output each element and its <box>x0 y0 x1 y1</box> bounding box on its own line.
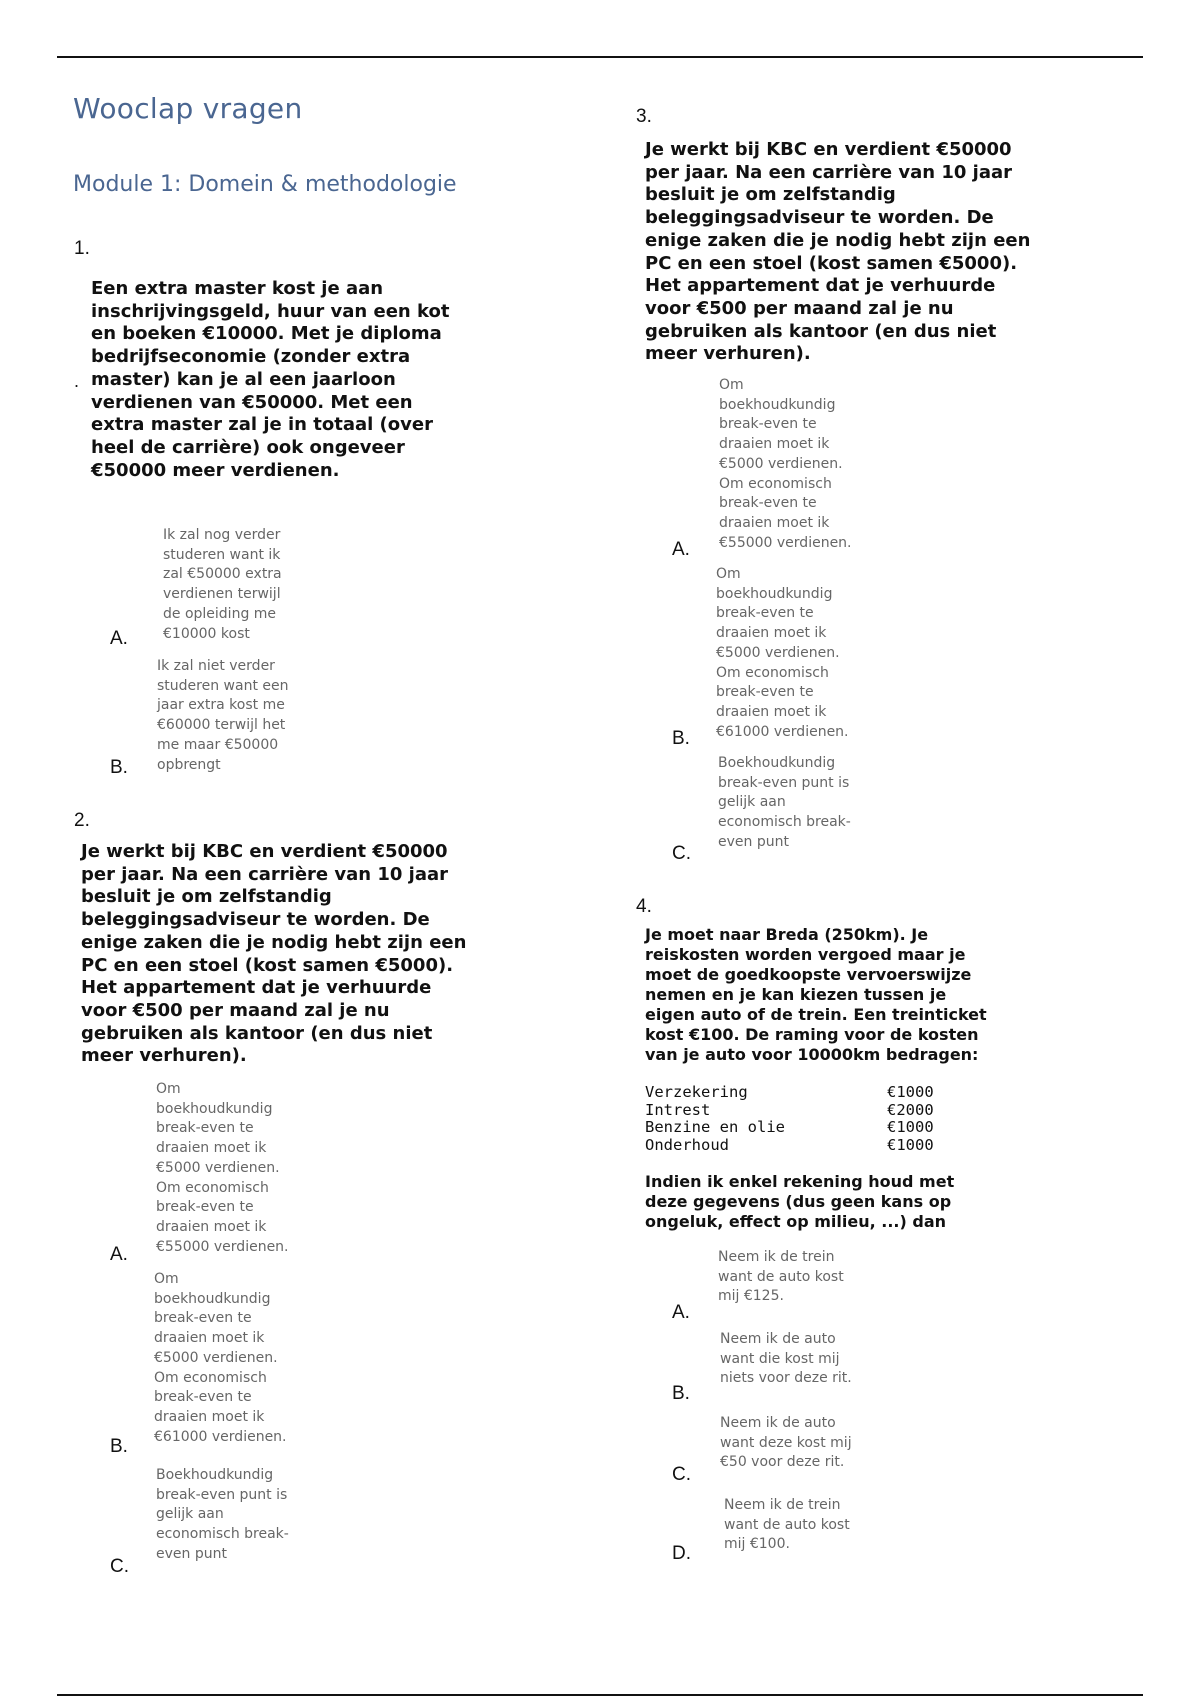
option-text[interactable]: Ik zal niet verder studeren want een jaar extra kost me €60000 terwijl het me maar €50000 opbrengt <box>157 658 289 773</box>
cost-row <box>645 1102 934 1120</box>
bottom-rule <box>57 1694 1143 1696</box>
document-title: Wooclap vragen <box>73 92 303 125</box>
cost-item: Benzine en olie <box>645 1118 785 1136</box>
option-text[interactable]: Boekhoudkundig break-even punt is gelijk aan economisch break-even punt <box>156 1467 289 1562</box>
bullet-mark: . <box>74 371 80 391</box>
option-letter[interactable]: C. <box>672 1464 691 1485</box>
cost-amount: €1000 <box>887 1135 934 1154</box>
option-letter[interactable]: D. <box>672 1543 691 1564</box>
cost-row <box>645 1137 934 1155</box>
top-rule <box>57 56 1143 58</box>
option-letter[interactable]: A. <box>110 628 128 649</box>
option-text[interactable]: Om boekhoudkundig break-even te draaien moet ik €5000 verdienen. Om economisch break-even te draaien moet ik €55000 verdienen. <box>156 1081 289 1255</box>
cost-item: Onderhoud <box>645 1135 729 1154</box>
option-letter[interactable]: A. <box>672 539 690 560</box>
option-letter[interactable]: B. <box>110 757 128 778</box>
option-letter[interactable]: C. <box>110 1556 129 1577</box>
question-followup: Indien ik enkel rekening houd met deze gegevens (dus geen kans op ongeluk, effect op milieu, ...) dan <box>645 1172 955 1231</box>
option-text[interactable]: Ik zal nog verder studeren want ik zal €50000 extra verdienen terwijl de opleiding me €10000 kost <box>163 527 282 642</box>
question-number: 4. <box>636 896 652 917</box>
question-text: Je werkt bij KBC en verdient €50000 per jaar. Na een carrière van 10 jaar besluit je om zelfstandig beleggingsadviseur te worden. De enige zaken die je nodig hebt zijn een PC en een stoel (kost samen €5000). Het appartement dat je verhuurde voor €500 per maand zal je nu gebruiken als kantoor (en dus niet meer verhuren). <box>645 139 1031 365</box>
option-letter[interactable]: B. <box>672 1383 690 1404</box>
question-number: 2. <box>74 810 90 831</box>
question-text: Je moet naar Breda (250km). Je reiskosten worden vergoed maar je moet de goedkoopste vervoerswijze nemen en je kan kiezen tussen je eigen auto of de trein. Een treinticket kost €100. De raming voor de kosten van je auto voor 10000km bedragen: <box>645 925 987 1064</box>
question-number: 1. <box>74 238 90 259</box>
option-text[interactable]: Neem ik de auto want deze kost mij €50 voor deze rit. <box>720 1415 852 1471</box>
option-text[interactable]: Om boekhoudkundig break-even te draaien moet ik €5000 verdienen. Om economisch break-even te draaien moet ik €61000 verdienen. <box>716 566 849 740</box>
cost-row <box>645 1084 934 1102</box>
option-text[interactable]: Neem ik de trein want de auto kost mij €125. <box>718 1249 844 1305</box>
question-number: 3. <box>636 106 652 127</box>
cost-row <box>645 1119 934 1137</box>
cost-table <box>645 1084 934 1154</box>
cost-amount: €2000 <box>887 1100 934 1119</box>
option-letter[interactable]: A. <box>672 1302 690 1323</box>
question-text: Een extra master kost je aan inschrijvingsgeld, huur van een kot en boeken €10000. Met je diploma bedrijfseconomie (zonder extra master) kan je al een jaarloon verdienen van €50000. Met een extra master zal je in totaal (over heel de carrière) ook ongeveer €50000 meer verdienen. <box>91 278 450 481</box>
option-text[interactable]: Om boekhoudkundig break-even te draaien moet ik €5000 verdienen. Om economisch break-even te draaien moet ik €55000 verdienen. <box>719 377 852 551</box>
option-text[interactable]: Neem ik de auto want die kost mij niets voor deze rit. <box>720 1331 852 1387</box>
option-letter[interactable]: C. <box>672 843 691 864</box>
question-text: Je werkt bij KBC en verdient €50000 per jaar. Na een carrière van 10 jaar besluit je om zelfstandig beleggingsadviseur te worden. De enige zaken die je nodig hebt zijn een PC en een stoel (kost samen €5000). Het appartement dat je verhuurde voor €500 per maand zal je nu gebruiken als kantoor (en dus niet meer verhuren). <box>81 841 467 1067</box>
cost-item: Verzekering <box>645 1083 748 1101</box>
cost-item: Intrest <box>645 1100 711 1119</box>
module-heading: Module 1: Domein & methodologie <box>73 172 457 197</box>
cost-amount: €1000 <box>887 1083 934 1101</box>
cost-amount: €1000 <box>887 1118 934 1136</box>
option-letter[interactable]: B. <box>110 1436 128 1457</box>
option-letter[interactable]: A. <box>110 1244 128 1265</box>
option-text[interactable]: Boekhoudkundig break-even punt is gelijk aan economisch break-even punt <box>718 755 851 850</box>
option-text[interactable]: Om boekhoudkundig break-even te draaien moet ik €5000 verdienen. Om economisch break-even te draaien moet ik €61000 verdienen. <box>154 1271 287 1445</box>
option-letter[interactable]: B. <box>672 728 690 749</box>
option-text[interactable]: Neem ik de trein want de auto kost mij €100. <box>724 1497 850 1553</box>
